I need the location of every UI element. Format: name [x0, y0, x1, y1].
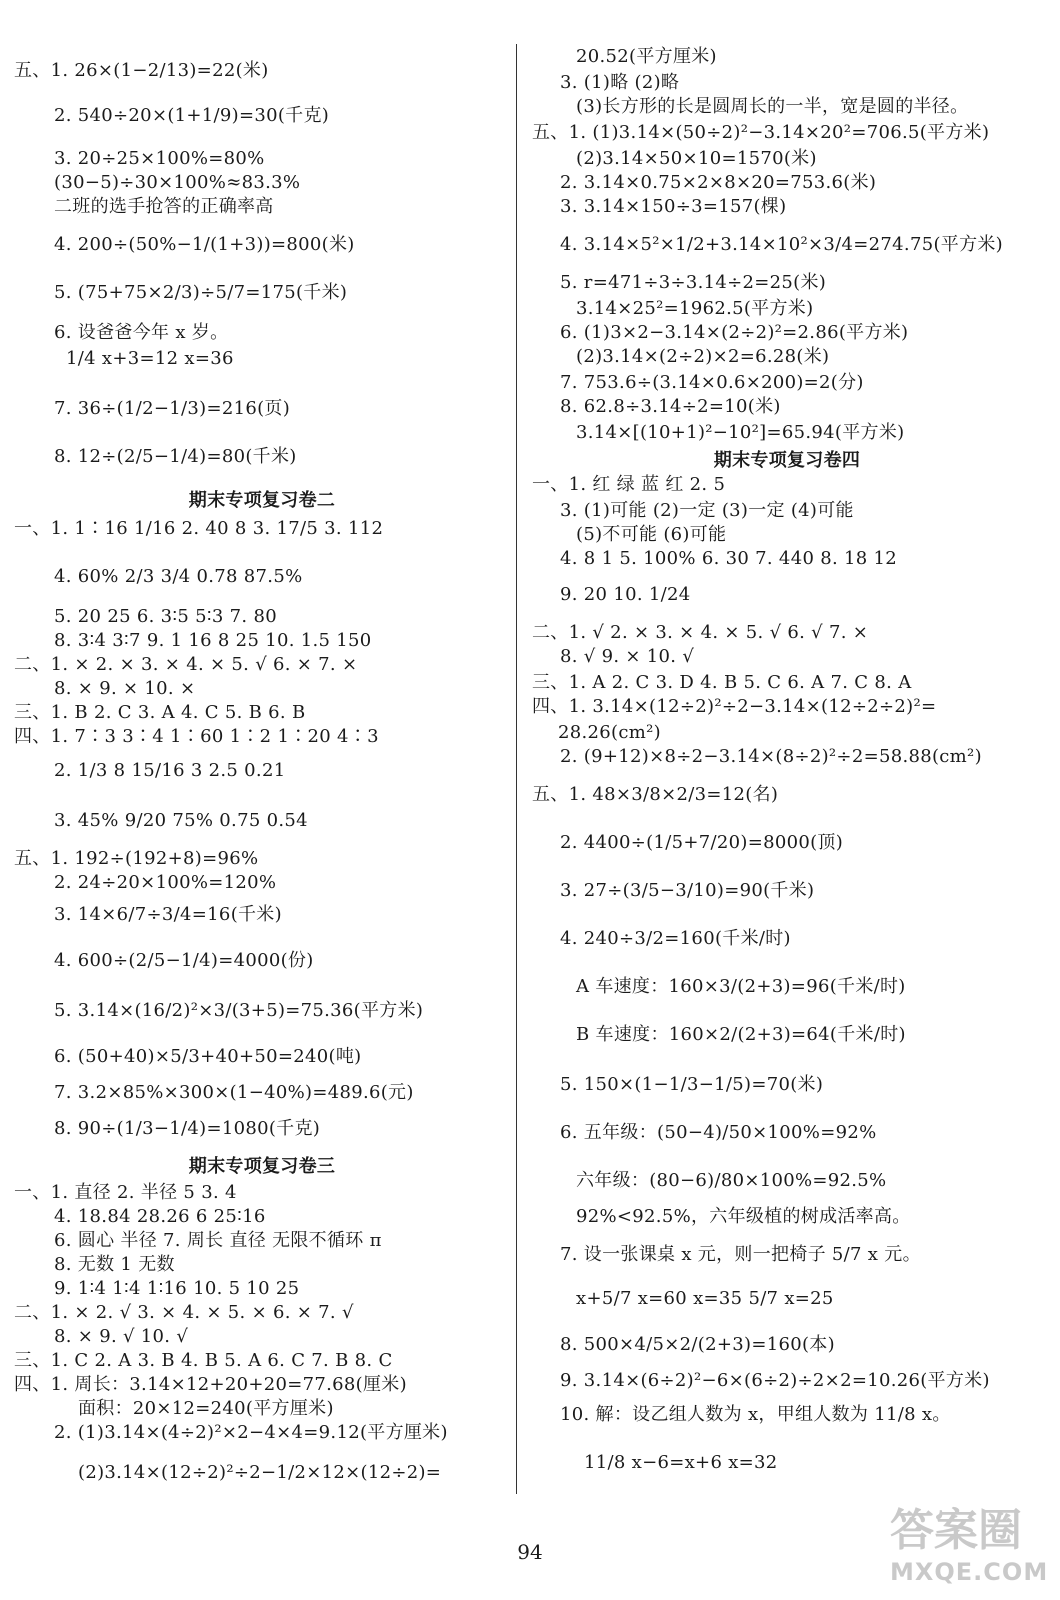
answer-line: 2. 3.14×0.75×2×8×20=753.6(米): [560, 172, 877, 193]
answer-line: 5. r=471÷3÷3.14÷2=25(米): [560, 272, 827, 293]
answer-line: 5. 3.14×(16/2)²×3/(3+5)=75.36(平方米): [54, 1000, 424, 1021]
answer-line: 6. (50+40)×5/3+40+50=240(吨): [54, 1046, 362, 1067]
answer-line: 3. 14×6/7÷3/4=16(千米): [54, 904, 282, 925]
watermark-url: MXQE.COM: [890, 1558, 1049, 1586]
section-heading: 期末专项复习卷四: [713, 450, 861, 471]
answer-line: 11/8 x−6=x+6 x=32: [584, 1452, 778, 1473]
answer-line: 8. 62.8÷3.14÷2=10(米): [560, 396, 781, 417]
section-heading: 期末专项复习卷二: [188, 490, 336, 511]
answer-line: 二、1. × 2. √ 3. × 4. × 5. × 6. × 7. √: [14, 1302, 354, 1323]
answer-line: 4. 600÷(2/5−1/4)=4000(份): [54, 950, 314, 971]
answer-line: 三、1. C 2. A 3. B 4. B 5. A 6. C 7. B 8. C: [14, 1350, 393, 1371]
answer-line: (2)3.14×(2÷2)×2=6.28(米): [576, 346, 830, 367]
answer-line: 92%<92.5%，六年级植的树成活率高。: [576, 1206, 911, 1227]
answer-line: 5. 150×(1−1/3−1/5)=70(米): [560, 1074, 824, 1095]
answer-line: 9. 20 10. 1/24: [560, 584, 691, 605]
answer-line: 1/4 x+3=12 x=36: [66, 348, 234, 369]
answer-line: 7. 753.6÷(3.14×0.6×200)=2(分): [560, 372, 864, 393]
answer-line: 一、1. 红 绿 蓝 红 2. 5: [532, 474, 726, 495]
answer-line: 6. 五年级：(50−4)/50×100%=92%: [560, 1122, 877, 1143]
answer-line: 8. 无数 1 无数: [54, 1254, 175, 1275]
answer-line: 4. 60% 2/3 3/4 0.78 87.5%: [54, 566, 303, 587]
answer-line: 二、1. √ 2. × 3. × 4. × 5. √ 6. √ 7. ×: [532, 622, 869, 643]
watermark-logo: [890, 1494, 1049, 1586]
answer-line: 五、1. 48×3/8×2/3=12(名): [532, 784, 779, 805]
answer-line: 2. (9+12)×8÷2−3.14×(8÷2)²÷2=58.88(cm²): [560, 746, 982, 767]
answer-line: 三、1. A 2. C 3. D 4. B 5. C 6. A 7. C 8. A: [532, 672, 912, 693]
answer-line: 8. 12÷(2/5−1/4)=80(千米): [54, 446, 297, 467]
answer-line: 2. 4400÷(1/5+7/20)=8000(顶): [560, 832, 844, 853]
answer-line: 4. 3.14×5²×1/2+3.14×10²×3/4=274.75(平方米): [560, 234, 1003, 255]
answer-line: 2. 540÷20×(1+1/9)=30(千克): [54, 105, 330, 126]
answer-line: 4. 240÷3/2=160(千米/时): [560, 928, 791, 949]
answer-line: 28.26(cm²): [558, 722, 661, 743]
answer-line: 8. × 9. × 10. ×: [54, 678, 196, 699]
answer-line: 四、1. 3.14×(12÷2)²÷2−3.14×(12÷2÷2)²=: [532, 696, 937, 717]
answer-line: 8. 500×4/5×2/(2+3)=160(本): [560, 1334, 835, 1355]
answer-line: 3. 20÷25×100%=80%: [54, 148, 265, 169]
watermark-text: 答案圈: [890, 1505, 1022, 1556]
answer-line: 3.14×[(10+1)²−10²]=65.94(平方米): [576, 422, 905, 443]
answer-line: (3)长方形的长是圆周长的一半，宽是圆的半径。: [576, 96, 969, 117]
answer-line: 六年级：(80−6)/80×100%=92.5%: [576, 1170, 887, 1191]
answer-line: 7. 3.2×85%×300×(1−40%)=489.6(元): [54, 1082, 414, 1103]
section-heading: 期末专项复习卷三: [188, 1156, 336, 1177]
page-number: 94: [517, 1540, 543, 1564]
answer-line: 2. 24÷20×100%=120%: [54, 872, 277, 893]
answer-line: x+5/7 x=60 x=35 5/7 x=25: [576, 1288, 834, 1309]
answer-line: 8. 90÷(1/3−1/4)=1080(千克): [54, 1118, 321, 1139]
answer-line: (2)3.14×50×10=1570(米): [576, 148, 817, 169]
answer-line: 3. (1)略 (2)略: [560, 72, 680, 93]
answer-line: 二班的选手抢答的正确率高: [54, 196, 274, 217]
answer-line: 9. 1∶4 1∶4 1∶16 10. 5 10 25: [54, 1278, 300, 1299]
answer-line: 一、1. 1∶16 1/16 2. 40 8 3. 17/5 3. 112: [14, 518, 384, 539]
answer-line: (2)3.14×(12÷2)²÷2−1/2×12×(12÷2)=: [78, 1462, 442, 1483]
answer-line: 8. × 9. √ 10. √: [54, 1326, 189, 1347]
answer-line: 6. 设爸爸今年 x 岁。: [54, 322, 229, 343]
answer-line: 五、1. (1)3.14×(50÷2)²−3.14×20²=706.5(平方米): [532, 122, 990, 143]
answer-line: 4. 8 1 5. 100% 6. 30 7. 440 8. 18 12: [560, 548, 898, 569]
answer-line: 7. 36÷(1/2−1/3)=216(页): [54, 398, 291, 419]
answer-line: 五、1. 192÷(192+8)=96%: [14, 848, 259, 869]
answer-line: 7. 设一张课桌 x 元，则一把椅子 5/7 x 元。: [560, 1244, 921, 1265]
answer-line: 9. 3.14×(6÷2)²−6×(6÷2)÷2×2=10.26(平方米): [560, 1370, 990, 1391]
answer-line: 4. 200÷(50%−1/(1+3))=800(米): [54, 234, 355, 255]
answer-line: 一、1. 直径 2. 半径 5 3. 4: [14, 1182, 237, 1203]
answer-line: (5)不可能 (6)可能: [576, 524, 727, 545]
answer-line: 8. 3∶4 3∶7 9. 1 16 8 25 10. 1.5 150: [54, 630, 372, 651]
answer-line: 三、1. B 2. C 3. A 4. C 5. B 6. B: [14, 702, 306, 723]
answer-line: 10. 解：设乙组人数为 x，甲组人数为 11/8 x。: [560, 1404, 951, 1425]
answer-line: 2. 1/3 8 15/16 3 2.5 0.21: [54, 760, 286, 781]
answer-line: 面积：20×12=240(平方厘米): [78, 1398, 334, 1419]
column-divider: [516, 44, 517, 1494]
answer-line: 8. √ 9. × 10. √: [560, 646, 695, 667]
answer-line: 二、1. × 2. × 3. × 4. × 5. √ 6. × 7. ×: [14, 654, 358, 675]
answer-line: 3. 45% 9/20 75% 0.75 0.54: [54, 810, 308, 831]
answer-line: 20.52(平方厘米): [576, 46, 717, 67]
answer-line: 6. (1)3×2−3.14×(2÷2)²=2.86(平方米): [560, 322, 909, 343]
answer-line: 四、1. 周长：3.14×12+20+20=77.68(厘米): [14, 1374, 407, 1395]
answer-line: 4. 18.84 28.26 6 25∶16: [54, 1206, 266, 1227]
answer-line: 2. (1)3.14×(4÷2)²×2−4×4=9.12(平方厘米): [54, 1422, 448, 1443]
answer-line: 3.14×25²=1962.5(平方米): [576, 298, 814, 319]
answer-line: (30−5)÷30×100%≈83.3%: [54, 172, 301, 193]
answer-line: 5. (75+75×2/3)÷5/7=175(千米): [54, 282, 348, 303]
answer-line: 3. 27÷(3/5−3/10)=90(千米): [560, 880, 815, 901]
answer-line: 5. 20 25 6. 3∶5 5∶3 7. 80: [54, 606, 277, 627]
answer-line: A 车速度：160×3/(2+3)=96(千米/时): [576, 976, 906, 997]
answer-line: 3. (1)可能 (2)一定 (3)一定 (4)可能: [560, 500, 854, 521]
answer-line: B 车速度：160×2/(2+3)=64(千米/时): [576, 1024, 906, 1045]
answer-line: 6. 圆心 半径 7. 周长 直径 无限不循环 π: [54, 1230, 382, 1251]
answer-line: 五、1. 26×(1−2/13)=22(米): [14, 60, 269, 81]
answer-line: 3. 3.14×150÷3=157(棵): [560, 196, 787, 217]
answer-line: 四、1. 7∶3 3∶4 1∶60 1∶2 1∶20 4∶3: [14, 726, 379, 747]
